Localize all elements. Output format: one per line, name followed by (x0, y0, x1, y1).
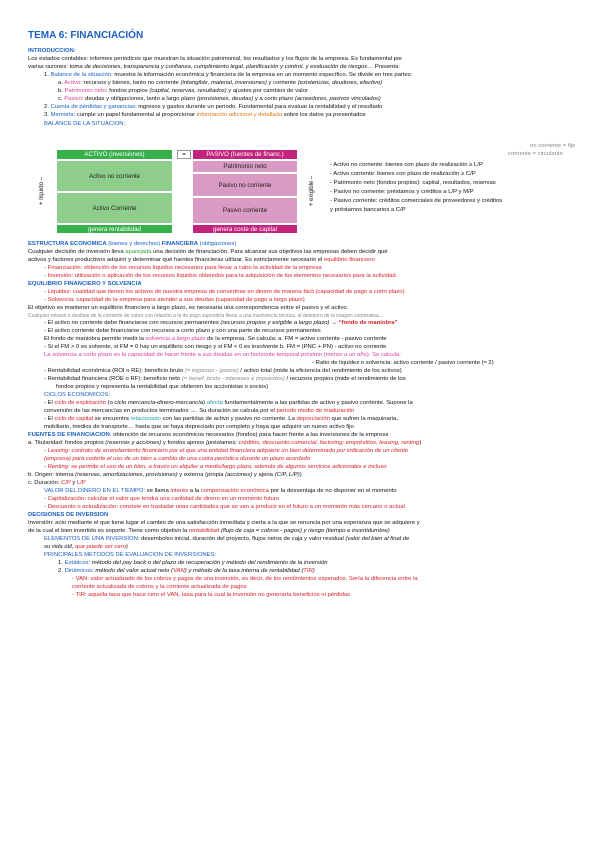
activo-header: ACTIVO (inversiones) (57, 150, 172, 159)
diagram-bullet: - Patrimonio neto (fondos propios): capital, resultados, reservas (330, 180, 496, 186)
rentabilidad-economica: - Rentabilidad económica (ROI o RE): beneficio bruto (= ingresos - gastos) / activo total (mide la eficiencia del rendimiento de los activos) (44, 368, 402, 374)
ciclos-heading: CICLOS ECONÓMICOS: (44, 392, 111, 398)
elementos-inversion-cont: su vida útil, que puede ser cero) (44, 544, 128, 550)
estructura-inversion: - Inversión: utilización o aplicación de los recursos líquidos obtenidos para la adquisición de los elementos necesarios para la actividad (44, 273, 396, 279)
pasivo-corriente-cell: Pasivo corriente (193, 198, 297, 223)
diagram-bullet: - Activo corriente: bienes con plazo de realización ≥ C/P (330, 171, 476, 177)
ciclo-explotacion: - El ciclo de explotación (o ciclo mercancía-dinero-mercancía) afecta fundamentalmente a las partidas de activo y pasivo corriente. Supone la (44, 400, 413, 406)
fuentes-origen: b. Origen: interna (reservas, amortizaciones, provisiones) y externa (propia (acciones) y ajena (C/P, L/P)) (28, 472, 302, 478)
activo-no-corriente-cell: Activo no corriente (57, 161, 172, 191)
intro-point-1: 1. Balance de la situación: muestra la información económica y financiera de la empresa en un momento específico. Se divide en tres partes: (44, 72, 413, 78)
ciclo-capital-cont: mobiliario, medios de transporte… hasta que se haya depreciado por completo y haya que adquirir un nuevo activo fijo (44, 424, 354, 430)
intro-point-2: 2. Cuenta de pérdidas y ganancias: ingresos y gastos durante un periodo. Fundamental para evaluar la rentabilidad y el resultado (44, 104, 383, 110)
note-circulante: corriente = circulante (508, 151, 563, 157)
leasing-line-cont: (empresa) para cederle el uso de un bien a cambio de una cuota periódica durante un plazo acordado (44, 456, 311, 462)
fuentes-duracion: c. Duración: C/P y L/P (28, 480, 86, 486)
van-line: - VAN: valor actualizado de los cobros y pagos de una inversión, es decir, de los rendimientos esperados. Sería la diferencia entre la (72, 576, 418, 582)
decisiones-heading: DECISIONES DE INVERSIÓN (28, 512, 109, 518)
exigible-axis-label: + exigible – (309, 175, 315, 207)
metodos-heading: PRINCIPALES MÉTODOS DE EVALUACIÓN DE INVERSIONES: (44, 552, 217, 558)
intro-point-1c: c. Pasivo: deudas y obligaciones, tanto a largo plazo (provisiones, deudas) y a corto plazo (acreedores, pasivos vinculados) (58, 96, 381, 102)
fondo-maniobra: El fondo de maniobra permite medir la solvencia a largo plazo de la empresa. Se calcula: a. FM = activo corriente - pasivo corriente (44, 336, 387, 342)
pasivo-header: PASIVO (fuentes de financ.) (193, 150, 297, 159)
valor-dinero: VALOR DEL DINERO EN EL TIEMPO: se llama interés a la compensación económica por la desventaja de no disponer en el momento (44, 488, 397, 494)
intro-line-2: varias razones: toma de decisiones, transparencia y confianza, cumplimiento legal, planificación y control, y evaluación de riesgos… Presenta: (28, 64, 400, 70)
diagram-bullet: - Pasivo corriente: créditos comerciales de proveedores y créditos (330, 198, 503, 204)
metodo-dinamicos: 2. Dinámicos: método del valor actual neto (VAN) y método de la tasa interna de rentabilidad (TIR) (58, 568, 315, 574)
pasivo-no-corriente-cell: Pasivo no corriente (193, 174, 297, 196)
liquidez-line: - Liquidez: cualidad que tienen los activos de nuestra empresa de convertirse en dinero de manera fácil (capacidad de pago a corto plazo) (44, 289, 405, 295)
inversion-line-1: Inversión: acto mediante el que tiene lugar el cambio de una satisfacción inmediata y cierta a la que se renuncia por una esperanza que se adquiere y (28, 520, 420, 526)
intro-point-1b: b. Patrimonio neto: fondos propios (capital, reservas, resultados) y ajustes por cambios de valor (58, 88, 308, 94)
diagram-bullet: y préstamos bancarios a C/P (330, 207, 406, 213)
intro-line-1: Los estados contables: informes periódicos que muestran la situación patrimonial, los resultados y los flujos de la empresa. Es fundamental por (28, 56, 403, 62)
estructura-heading: ESTRUCTURA ECONÓMICA (bienes y derechos) FINANCIERA (obligaciones) (28, 241, 237, 247)
liquido-axis-label: + líquido – (39, 177, 45, 205)
equilibrio-anc: - El activo no corriente debe financiarse con recursos permanentes (recursos propios y exigible a largo plazo) → “fondo de maniobra” (44, 320, 398, 326)
solvencia-line: - Solvencia: capacidad de la empresa para atender a sus deudas (capacidad de pago a largo plazo) (44, 297, 305, 303)
diagram-bullet: - Pasivo no corriente: préstamos y créditos a L/P y M/P (330, 189, 474, 195)
diagram-bullet: - Activo no corriente: bienes con plazo de realización ≥ L/P (330, 162, 483, 168)
intro-point-3: 3. Memoria: cumple un papel fundamental al proporcionar información adicional y detallada sobre los datos ya presentados (44, 112, 366, 118)
ratio-liquidez: - Ratio de liquidez o solvencia: activo corriente / pasivo corriente (≈ 2) (312, 360, 494, 366)
leasing-line: - Leasing: contrato de arrendamiento financiero por el que una entidad financiera adquiere un bien determinado por indicación de un cliente (44, 448, 409, 454)
equilibrio-heading: EQUILIBRIO FINANCIERO Y SOLVENCIA (28, 281, 142, 287)
equilibrio-ac: - El activo corriente debe financiarse con recursos a corto plazo y con una parte de recursos permanentes (44, 328, 321, 334)
ciclo-explotacion-cont: conversión de las mercancías en productos terminados →. Su duración se calcula por el periodo medio de maduración (44, 408, 355, 414)
metodo-estaticos: 1. Estáticos: método del pay back o del plazo de recuperación y método del rendimiento de la inversión (58, 560, 328, 566)
capitalizacion-line: - Capitalización: calcular el valor que tendrá una cantidad de dinero en un momento futuro (44, 496, 280, 502)
tir-line: - TIR: aquella tasa que hace cero el VAN, tasa para la cual la inversión no generaría beneficios ni pérdidas (72, 592, 351, 598)
estructura-financiacion: - Financiación: obtención de los recursos líquidos necesarios para llevar a cabo la actividad de la empresa (44, 265, 322, 271)
estructura-line-1: Cualquier decisión de inversión lleva aparejada una decisión de financiación. Para alcanzar sus objetivos las empresas deben decidir qué (28, 249, 388, 255)
pasivo-footer: genera coste de capital (193, 225, 297, 233)
equals-sign: = (177, 150, 191, 159)
activo-corriente-cell: Activo Corriente (57, 193, 172, 223)
fuentes-titularidad: a. Titularidad: fondos propios (reservas y acciones) y fondos ajenos (préstamos; créditos, descuento comercial, factoring; empréstitos, leasing, renting) (28, 440, 422, 446)
fm-condiciones: - Si el FM > 0 es solvente, si FM = 0 hay un equilibrio con riesgo y si FM < 0 es insolvente b. FM = (PNC + PN) - activo no corriente (44, 344, 387, 350)
renting-line: - Renting: se permite el uso de un bien, a través un alquiler a medio/largo plazo, además de algunos servicios adicionales e incluso (44, 464, 387, 470)
note-fijo: no corriente = fijo (530, 143, 576, 149)
rentabilidad-financiera-cont: fondos propios y representa la rentabilidad que obtienen los accionistas o socios) (56, 384, 269, 390)
equilibrio-desfase: Cualquier retraso o desfase de la corriente de cobro con relación a la de pago supondría llevar a una insolvencia técnica, al deterioro de la imagen corporativa… (28, 313, 384, 319)
elementos-inversion: ELEMENTOS DE UNA INVERSIÓN: desembolso inicial, duración del proyecto, flujos netos de caja y valor residual (valor del bien al final de (44, 536, 410, 542)
page-title: TEMA 6: FINANCIACIÓN (28, 30, 144, 41)
balance-title: BALANCE DE LA SITUACIÓN: (44, 121, 126, 127)
activo-footer: genera rentabilidad (57, 225, 172, 233)
solvencia-corto: La solvencia a corto plazo es la capacidad de hacer frente a sus deudas en un horizonte temporal próximo (menor a un año). Se calcula: (44, 352, 401, 358)
equilibrio-objetivo: El objetivo es mantener un equilibrio financiero a largo plazo, es necesaria una correspondencia entre el pasivo y el activo. (28, 305, 349, 311)
patrimonio-neto-cell: Patrimonio neto (193, 161, 297, 172)
estructura-line-2: activos y factores productivos adquirir y determinar qué fuentes financieras utilizar. Es estrictamente necesario el equilibrio financiero (28, 257, 375, 263)
fuentes-heading: FUENTES DE FINANCIACIÓN: obtención de recursos económicos necesarios (fondos) para hacer frente a las inversiones de la empresa (28, 432, 389, 438)
ciclo-capital: - El ciclo de capital se encuentra relacionado con las partidas de activo y pasivo no corriente. La depreciación que sufren la maquinaria, (44, 416, 399, 422)
van-line-cont: corriente actualizada de cobros y la corriente actualizada de pagos (72, 584, 247, 590)
intro-point-1a: a. Activo: recursos y bienes, tanto no corriente (intangible, material, inversiones) y corriente (existencias, deudores, efectivo) (58, 80, 383, 86)
inversion-line-2: de la cual el bien invertido es soporte. Tiene como objetivo la rentabilidad (flujo de caja = cobros - pagos) y riesgo (tiempo e incertidumbre) (28, 528, 390, 534)
intro-heading: INTRODUCCIÓN: (28, 48, 76, 54)
rentabilidad-financiera: - Rentabilidad financiera (ROE o RF): beneficio neto (= benef. bruto - intereses e impuestos) / recursos propios (mide el rendimiento de los (44, 376, 406, 382)
descuento-line: - Descuento o actualización: consiste en trasladar unas cantidades que se van a producir en el futuro a un momento más cercano o actual (44, 504, 405, 510)
